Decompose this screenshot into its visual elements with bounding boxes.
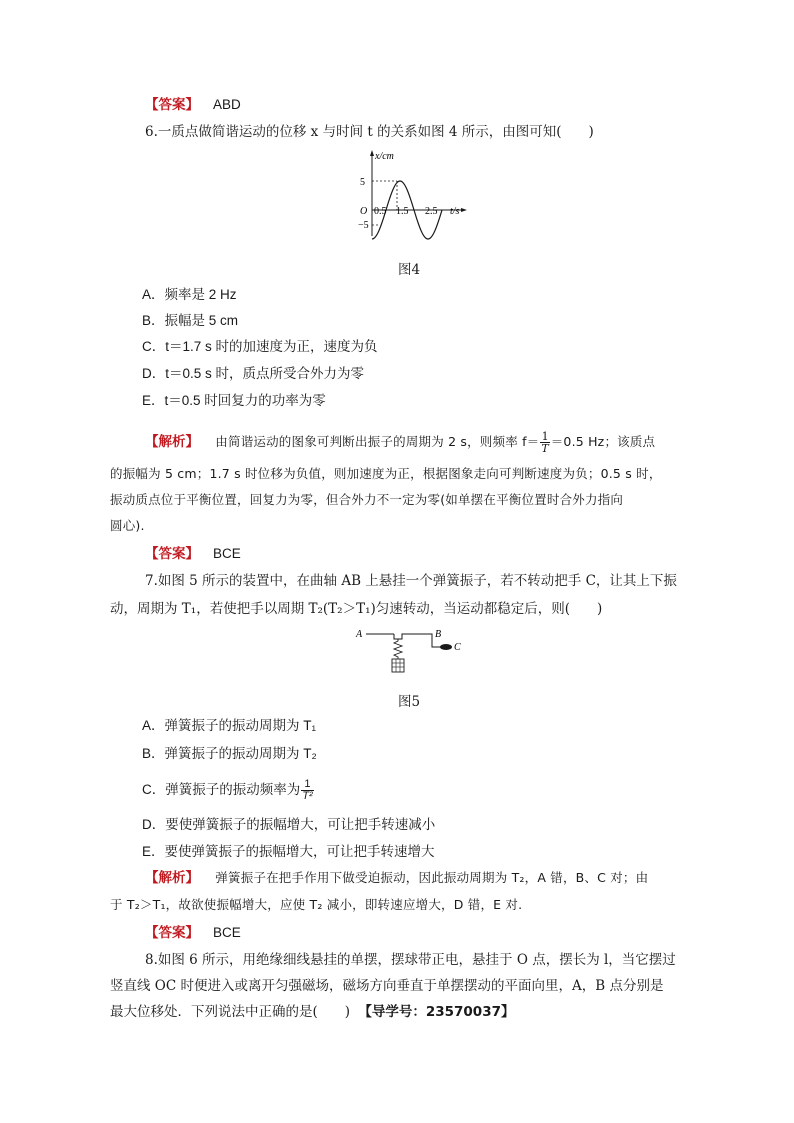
q8-stem-line1: 8.如图 6 所示，用绝缘细线悬挂的单摆，摆球带正电，悬挂于 O 点，摆长为 l，当它摆过	[145, 952, 676, 968]
x-tick-1.5: 1.5	[396, 206, 409, 217]
q6-analysis-line3: 振动质点位于平衡位置，回复力为零，但合外力不一定为零(如单摆在平衡位置时合外力指向	[110, 492, 624, 507]
q6-graph	[350, 148, 470, 240]
q7-option-a: A．弹簧振子的振动周期为 T₁	[142, 718, 317, 733]
fraction: $\frac{1}{\text{T²}}$	[302, 778, 313, 802]
y-tick-5: 5	[360, 177, 365, 188]
guide-number: 【导学号：23570037】	[358, 1004, 515, 1020]
q8-stem-line2: 竖直线 OC 时便进入或离开匀强磁场，磁场方向垂直于单摆摆动的平面向里，A，B 点分别是	[110, 978, 664, 994]
q5-answer	[145, 96, 241, 114]
label-c: C	[454, 642, 461, 653]
q6-option-a: A．频率是 2 Hz	[142, 287, 237, 302]
y-axis-label: x/cm	[375, 151, 394, 162]
q6-analysis-line1: 【解析】 由简谐运动的图象可判断出振子的周期为 2 s，则频率 f＝ $\frac{1}{T}$ ＝0.5 Hz；该质点	[145, 430, 656, 455]
q7-crank-figure	[352, 625, 472, 681]
q7-answer	[145, 924, 241, 942]
q7-stem-line1: 7.如图 5 所示的装置中，在曲轴 AB 上悬挂一个弹簧振子，若不转动把手 C，让其上下振	[145, 573, 677, 589]
q6-option-d: D．t＝0.5 s 时，质点所受合外力为零	[142, 366, 365, 381]
q7-analysis-line2: 于 T₂＞T₁，故欲使振幅增大，应使 T₂ 减小，即转速应增大，D 错，E 对.	[110, 897, 523, 912]
q6-option-e: E．t＝0.5 时回复力的功率为零	[142, 393, 326, 408]
y-tick-neg5: −5	[358, 220, 369, 231]
figure-4-caption: 图4	[398, 262, 421, 278]
q6-stem: 6.一质点做简谐运动的位移 x 与时间 t 的关系如图 4 所示，由图可知( )	[145, 124, 594, 140]
analysis-tag: 【解析】	[145, 870, 199, 886]
q6-analysis-line4: 圆心).	[110, 518, 145, 533]
figure-5-caption: 图5	[398, 694, 421, 710]
answer-tag: 【答案】	[145, 97, 199, 113]
q8-stem-line3: 最大位移处．下列说法中正确的是( ) 【导学号：23570037】	[110, 1004, 515, 1020]
q7-option-b: B．弹簧振子的振动周期为 T₂	[142, 746, 317, 761]
answer-tag: 【答案】	[145, 925, 199, 941]
q7-analysis-line1: 【解析】 弹簧振子在把手作用下做受迫振动，因此振动周期为 T₂，A 错，B、C 对；由	[145, 870, 649, 886]
label-b: B	[435, 629, 442, 640]
q6-option-c: C．t＝1.7 s 时的加速度为正，速度为负	[142, 339, 378, 354]
x-axis-label: t/s	[450, 206, 460, 217]
q7-option-d: D．要使弹簧振子的振幅增大，可让把手转速减小	[142, 817, 436, 832]
x-tick-0.5: 0.5	[374, 206, 387, 217]
answer-value: BCE	[213, 546, 241, 561]
q7-option-c: C．弹簧振子的振动频率为 $\frac{1}{\text{T²}}$	[142, 778, 313, 802]
fraction: $\frac{1}{T}$	[541, 430, 549, 455]
q6-answer	[145, 545, 241, 563]
analysis-tag: 【解析】	[145, 434, 199, 450]
q7-option-e: E．要使弹簧振子的振幅增大，可让把手转速增大	[142, 844, 435, 859]
answer-tag: 【答案】	[145, 546, 199, 562]
answer-value: ABD	[213, 97, 241, 112]
q7-stem-line2: 动，周期为 T₁，若使把手以周期 T₂(T₂＞T₁)匀速转动，当运动都稳定后，则( )	[110, 601, 603, 617]
answer-value: BCE	[213, 925, 241, 940]
label-a: A	[356, 629, 363, 640]
q6-option-b: B．振幅是 5 cm	[142, 313, 239, 328]
x-tick-2.5: 2.5	[425, 206, 438, 217]
q6-analysis-line2: 的振幅为 5 cm；1.7 s 时位移为负值，则加速度为正，根据图象走向可判断速度为负；0.5 s 时，	[110, 466, 662, 481]
origin-label: O	[360, 206, 368, 217]
